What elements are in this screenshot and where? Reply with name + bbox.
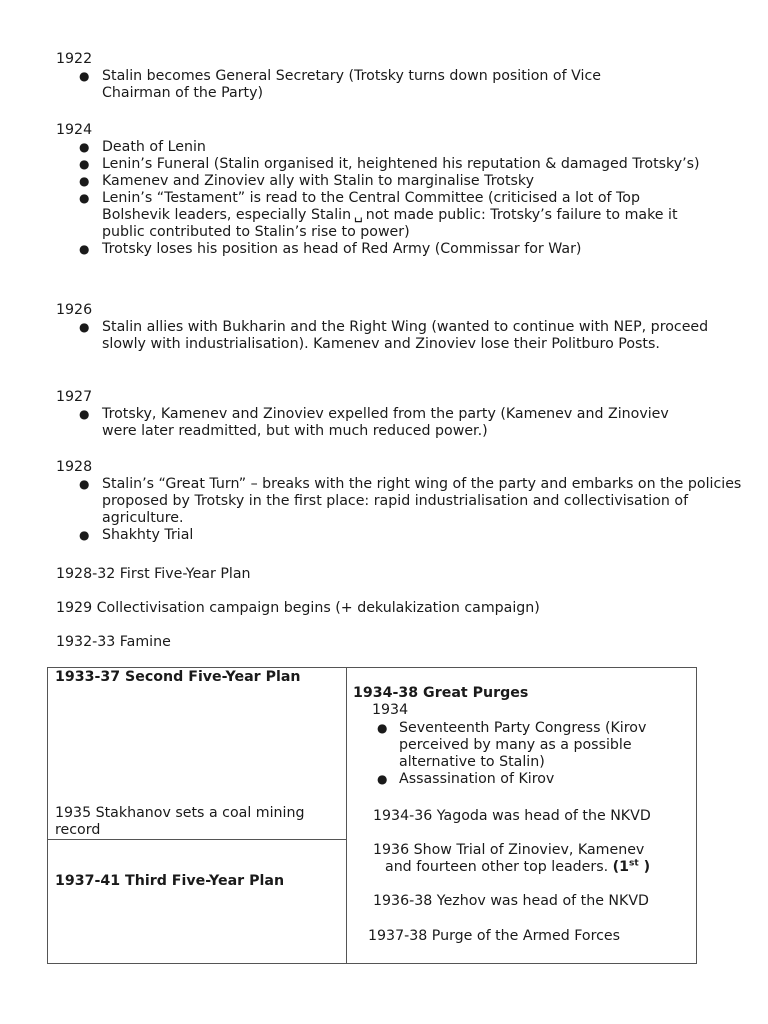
section-1922 <box>56 51 716 102</box>
bullet-icon: ● <box>79 191 90 205</box>
bullet-icon: ● <box>79 320 90 334</box>
bullet-icon: ● <box>79 157 90 171</box>
bullet-icon: ● <box>377 772 388 786</box>
bullet-icon: ● <box>79 477 90 491</box>
year-heading: 1927 <box>56 389 93 405</box>
bullet-icon: ● <box>79 528 90 542</box>
bullet-item: ● Trotsky loses his position as head of Red Army (Commissar for War) <box>79 241 582 257</box>
section-1927 <box>56 389 716 440</box>
timeline-table <box>47 667 697 964</box>
year-heading: 1924 <box>56 122 93 138</box>
stakhanov-note: 1935 Stakhanov sets a coal mining record <box>55 805 305 838</box>
famine-line: 1932-33 Famine <box>56 634 171 650</box>
section-1924 <box>56 122 716 258</box>
first-five-year-plan-line: 1928-32 First Five-Year Plan <box>56 566 251 582</box>
third-plan-cell <box>48 840 347 964</box>
bullet-item: ● Shakhty Trial <box>79 527 194 543</box>
bullet-icon: ● <box>377 721 388 735</box>
armed-forces-line: 1937-38 Purge of the Armed Forces <box>368 928 621 944</box>
bullet-item: ● Death of Lenin <box>79 139 206 155</box>
bullet-item: ● Assassination of Kirov <box>377 771 555 787</box>
collectivisation-line: 1929 Collectivisation campaign begins (+ dekulakization campaign) <box>56 600 540 616</box>
year-heading: 1926 <box>56 302 93 318</box>
section-1928 <box>56 459 742 544</box>
bullet-icon: ● <box>79 140 90 154</box>
second-plan-cell <box>48 668 347 840</box>
great-purges-cell <box>347 668 697 964</box>
bullet-item: ● Seventeenth Party Congress (Kirov perceived by many as a possible alternative to Stalin) <box>377 720 647 770</box>
bullet-item: ● Stalin’s “Great Turn” – breaks with the right wing of the party and embarks on the policies proposed by Trotsky in the first place: rapid industrialisation and collectivisation of agriculture. <box>79 476 742 526</box>
third-plan-heading: 1937-41 Third Five-Year Plan <box>55 873 285 889</box>
bullet-item: ● Kamenev and Zinoviev ally with Stalin to marginalise Trotsky <box>79 173 535 189</box>
year-heading: 1928 <box>56 459 93 475</box>
bullet-icon: ● <box>79 69 90 83</box>
bullet-item: ● Stalin becomes General Secretary (Trotsky turns down position of Vice Chairman of the Party) <box>79 68 601 101</box>
yezhov-line: 1936-38 Yezhov was head of the NKVD <box>373 893 649 909</box>
bullet-item: ● Lenin’s Funeral (Stalin organised it, heightened his reputation & damaged Trotsky’s) <box>79 156 700 172</box>
bullet-item: ● Trotsky, Kamenev and Zinoviev expelled from the party (Kamenev and Zinoviev were later readmitted, but with much reduced power.) <box>79 406 669 439</box>
show-trial-line-1: 1936 Show Trial of Zinoviev, Kamenev <box>373 842 645 858</box>
bullet-icon: ● <box>79 242 90 256</box>
second-plan-heading: 1933-37 Second Five-Year Plan <box>55 669 301 685</box>
great-purges-heading: 1934-38 Great Purges <box>353 685 529 701</box>
purges-year-1934: 1934 <box>372 702 409 718</box>
bullet-icon: ● <box>79 407 90 421</box>
bullet-icon: ● <box>79 174 90 188</box>
section-1926 <box>56 302 716 353</box>
show-trial-line-2: and fourteen other top leaders. (1st ) <box>385 858 651 875</box>
bullet-item: ● Stalin allies with Bukharin and the Right Wing (wanted to continue with NEP, proceed slowly with industrialisation). Kamenev and Zinoviev lose their Politburo Posts. <box>79 319 709 352</box>
yagoda-line: 1934-36 Yagoda was head of the NKVD <box>373 808 651 824</box>
year-heading: 1922 <box>56 51 93 67</box>
bullet-item: ● Lenin’s “Testament” is read to the Central Committee (criticised a lot of Top Bolshevik leaders, especially Stalin ␣ not made public: Trotsky’s failure to make it public contributed to Stalin’s rise to power) <box>79 190 678 240</box>
